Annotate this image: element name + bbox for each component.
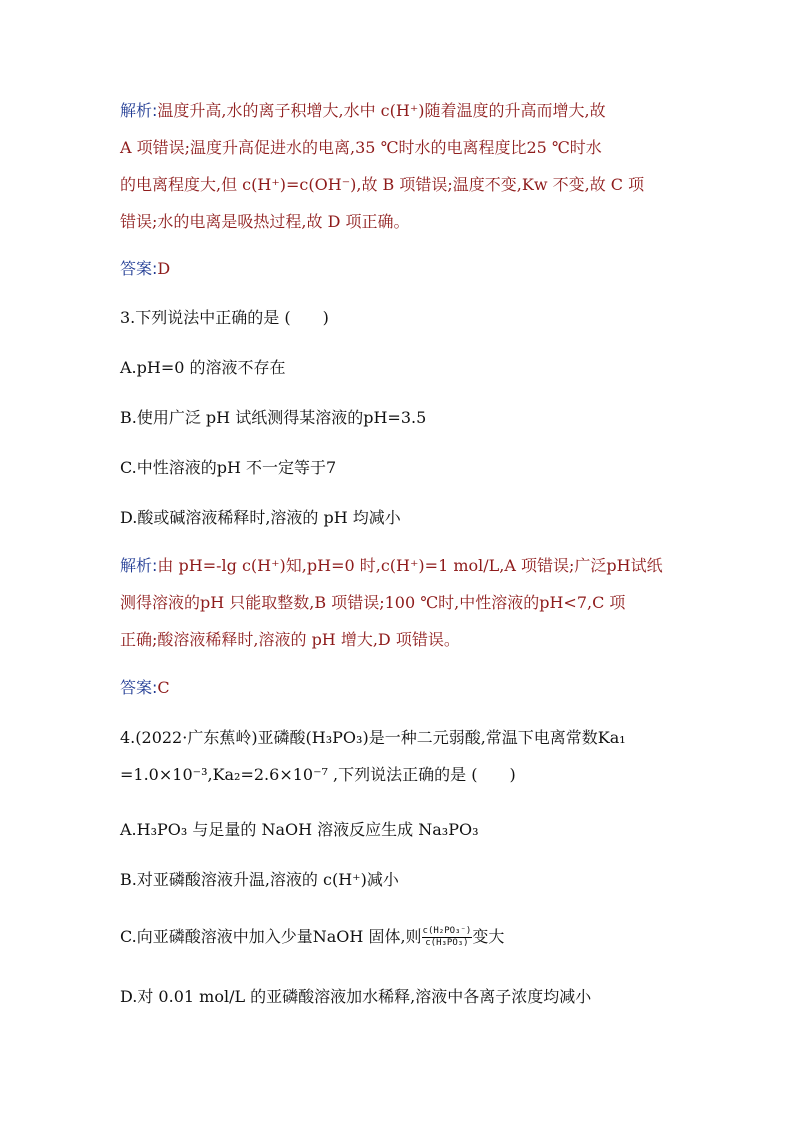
q3-analysis-line3: 正确;酸溶液稀释时,溶液的 pH 增大,D 项错误。: [120, 630, 460, 649]
q3-option-a: A.pH=0 的溶液不存在: [120, 358, 286, 377]
q2-answer: [120, 250, 680, 287]
option-c-tail: 变大: [472, 927, 505, 946]
q3-option-c: C.中性溶液的pH 不一定等于7: [120, 458, 337, 477]
q2-analysis-line1: [120, 92, 680, 129]
q4-option-b: B.对亚磷酸溶液升温,溶液的 c(H⁺)减小: [120, 870, 399, 889]
answer-value: C: [157, 678, 170, 697]
answer-label: 答案:: [120, 259, 158, 278]
analysis-label: 解析:: [120, 556, 158, 575]
analysis-text: 温度升高,水的离子积增大,水中 c(H⁺)随着温度的升高而增大,故: [157, 101, 606, 120]
q4-option-c: [120, 918, 680, 955]
q2-analysis-line2: A 项错误;温度升高促进水的电离,35 ℃时水的电离程度比25 ℃时水: [120, 138, 602, 157]
q2-analysis-line4: 错误;水的电离是吸热过程,故 D 项正确。: [120, 212, 410, 231]
q4-stem-line2: =1.0×10⁻³,Ka₂=2.6×10⁻⁷ ,下列说法正确的是 ( ): [120, 765, 516, 784]
option-c-text: C.向亚磷酸溶液中加入少量NaOH 固体,则: [120, 927, 422, 946]
q3-option-d: D.酸或碱溶液稀释时,溶液的 pH 均减小: [120, 508, 401, 527]
q3-analysis-line1: [120, 547, 680, 584]
q3-analysis-line2: 测得溶液的pH 只能取整数,B 项错误;100 ℃时,中性溶液的pH<7,C 项: [120, 593, 626, 612]
q4-stem-line1: 4.(2022·广东蕉岭)亚磷酸(H₃PO₃)是一种二元弱酸,常温下电离常数Ka₁: [120, 728, 626, 747]
ratio-denominator: c(H₃PO₃): [425, 938, 469, 948]
ratio-numerator: c(H₂PO₃⁻): [422, 926, 472, 936]
q2-analysis-line3: 的电离程度大,但 c(H⁺)=c(OH⁻),故 B 项错误;温度不变,Kw 不变,故 C 项: [120, 175, 645, 194]
answer-value: D: [157, 259, 171, 278]
q4-option-a: A.H₃PO₃ 与足量的 NaOH 溶液反应生成 Na₃PO₃: [120, 820, 479, 839]
analysis-label: 解析:: [120, 101, 158, 120]
answer-label: 答案:: [120, 678, 158, 697]
q3-answer: [120, 669, 680, 706]
q3-option-b: B.使用广泛 pH 试纸测得某溶液的pH=3.5: [120, 408, 427, 427]
concentration-ratio: [422, 926, 473, 949]
q4-option-d: D.对 0.01 mol/L 的亚磷酸溶液加水稀释,溶液中各离子浓度均减小: [120, 987, 592, 1006]
analysis-text: 由 pH=-lg c(H⁺)知,pH=0 时,c(H⁺)=1 mol/L,A 项错误;广泛pH试纸: [157, 556, 663, 575]
q3-stem: 3.下列说法中正确的是 ( ): [120, 308, 329, 327]
